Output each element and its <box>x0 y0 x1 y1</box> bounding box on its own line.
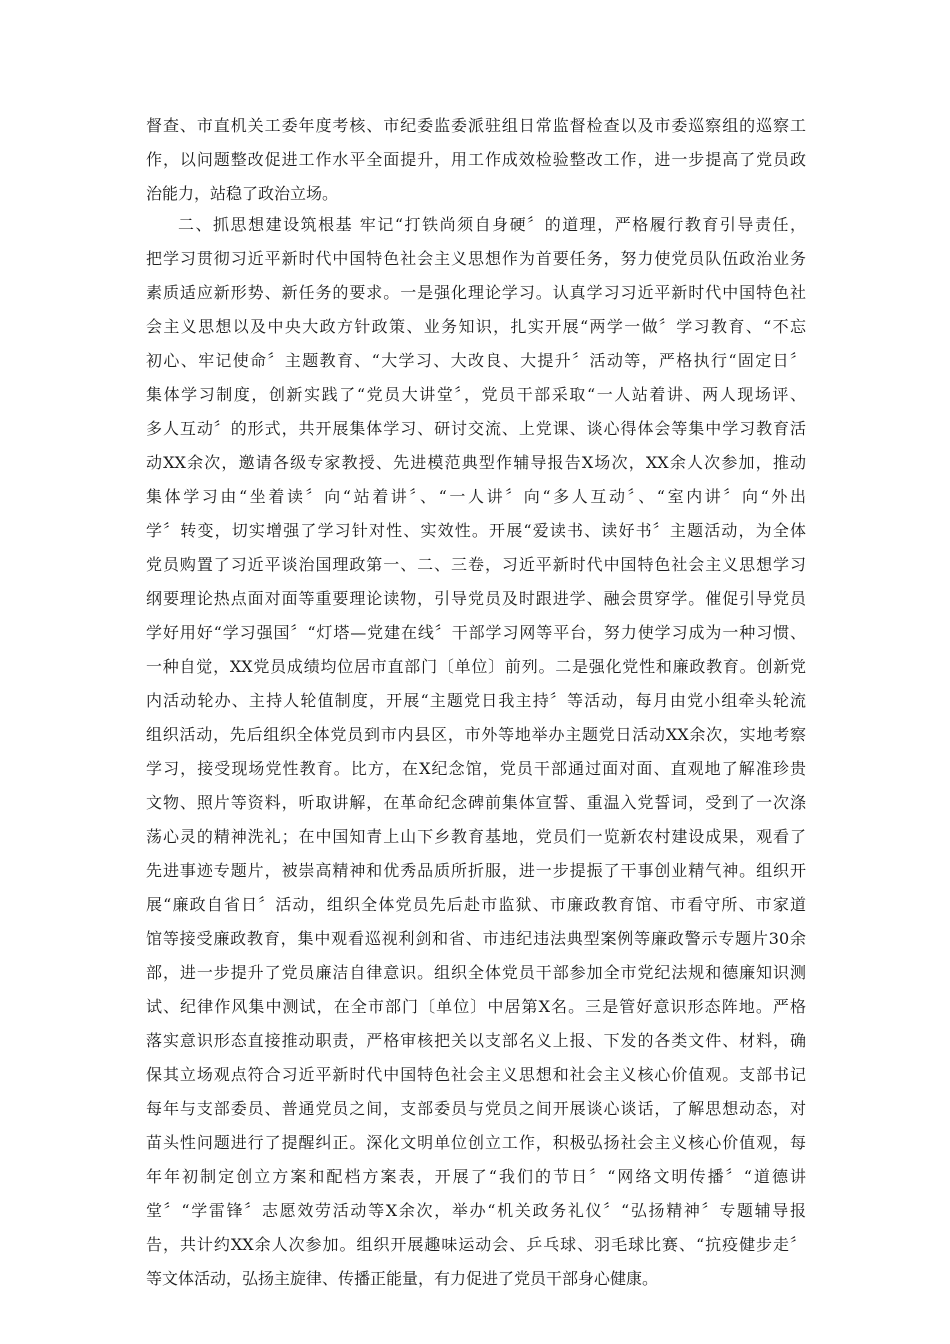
paragraph-2-line: 年年初制定创立方案和配档方案表，开展了“我们的节日〞“网络文明传播〞“道德讲 <box>146 1167 806 1186</box>
paragraph-2-line: 堂〞“学雷锋〞志愿效劳活动等X余次，举办“机关政务礼仪〞“弘扬精神〞专题辅导报 <box>146 1201 806 1220</box>
paragraph-2-line: 会主义思想以及中央大政方针政策、业务知识，扎实开展“两学一做〞学习教育、“不忘 <box>146 317 806 336</box>
paragraph-2-line: 纲要理论热点面对面等重要理论读物，引导党员及时跟进学、融会贯穿学。催促引导党员 <box>146 589 806 608</box>
paragraph-2-line: 等文体活动，弘扬主旋律、传播正能量，有力促进了党员干部身心健康。 <box>146 1269 659 1288</box>
paragraph-2-line: 告，共计约XX余人次参加。组织开展趣味运动会、乒乓球、羽毛球比赛、“抗疫健步走〞 <box>146 1235 806 1254</box>
paragraph-2-line: 动XX余次，邀请各级专家教授、先进模范典型作辅导报告X场次，XX余人次参加，推动 <box>146 453 806 472</box>
paragraph-2-line: 把学习贯彻习近平新时代中国特色社会主义思想作为首要任务，努力使党员队伍政治业务 <box>146 249 806 268</box>
paragraph-2-line: 一种自觉，XX党员成绩均位居市直部门〔单位〕前列。二是强化党性和廉政教育。创新党 <box>146 657 806 676</box>
paragraph-1-line: 督查、市直机关工委年度考核、市纪委监委派驻组日常监督检查以及市委巡察组的巡察工 <box>146 116 806 135</box>
paragraph-2-line: 苗头性问题进行了提醒纠正。深化文明单位创立工作，积极弘扬社会主义核心价值观，每 <box>146 1133 806 1152</box>
paragraph-2-line: 初心、牢记使命〞主题教育、“大学习、大改良、大提升〞活动等，严格执行“固定日〞 <box>146 351 806 370</box>
paragraph-1-line: 治能力，站稳了政治立场。 <box>146 184 339 203</box>
paragraph-2-line: 多人互动〞的形式，共开展集体学习、研讨交流、上党课、谈心得体会等集中学习教育活 <box>146 419 806 438</box>
paragraph-2-line: 学好用好“学习强国〞“灯塔—党建在线〞干部学习网等平台，努力使学习成为一种习惯、 <box>146 623 806 642</box>
paragraph-2-line: 保其立场观点符合习近平新时代中国特色社会主义思想和社会主义核心价值观。支部书记 <box>146 1065 806 1084</box>
paragraph-2-line: 文物、照片等资料，听取讲解，在革命纪念碑前集体宣誓、重温入党誓词，受到了一次涤 <box>146 793 806 812</box>
paragraph-2-line: 党员购置了习近平谈治国理政第一、二、三卷，习近平新时代中国特色社会主义思想学习 <box>146 555 806 574</box>
paragraph-1-line: 作，以问题整改促进工作水平全面提升，用工作成效检验整改工作，进一步提高了党员政 <box>146 150 806 169</box>
paragraph-2-line: 二、抓思想建设筑根基 牢记“打铁尚须自身硬〞的道理，严格履行教育引导责任， <box>178 215 806 234</box>
paragraph-2-line: 学〞转变，切实增强了学习针对性、实效性。开展“爱读书、读好书〞主题活动，为全体 <box>146 521 806 540</box>
paragraph-2-line: 试、纪律作风集中测试，在全市部门〔单位〕中居第X名。三是管好意识形态阵地。严格 <box>146 997 806 1016</box>
paragraph-2-line: 集体学习由“坐着读〞向“站着讲〞、“一人讲〞向“多人互动〞、“室内讲〞向“外出 <box>146 487 806 506</box>
paragraph-2-line: 集体学习制度，创新实践了“党员大讲堂〞，党员干部采取“一人站着讲、两人现场评、 <box>146 385 806 404</box>
paragraph-2-line: 组织活动，先后组织全体党员到市内县区，市外等地举办主题党日活动XX余次，实地考察 <box>146 725 806 744</box>
paragraph-2-line: 展“廉政自省日〞活动，组织全体党员先后赴市监狱、市廉政教育馆、市看守所、市家道 <box>146 895 806 914</box>
paragraph-2-line: 内活动轮办、主持人轮值制度，开展“主题党日我主持〞等活动，每月由党小组牵头轮流 <box>146 691 806 710</box>
paragraph-2-line: 落实意识形态直接推动职责，严格审核把关以支部名义上报、下发的各类文件、材料，确 <box>146 1031 806 1050</box>
paragraph-2-line: 部，进一步提升了党员廉洁自律意识。组织全体党员干部参加全市党纪法规和德廉知识测 <box>146 963 806 982</box>
paragraph-2-line: 馆等接受廉政教育，集中观看巡视利剑和省、市违纪违法典型案例等廉政警示专题片30余 <box>146 929 806 948</box>
paragraph-2-line: 先进事迹专题片，被崇高精神和优秀品质所折服，进一步提振了干事创业精气神。组织开 <box>146 861 806 880</box>
paragraph-2-line: 荡心灵的精神洗礼；在中国知青上山下乡教育基地，党员们一览新农村建设成果，观看了 <box>146 827 806 846</box>
paragraph-2-line: 每年与支部委员、普通党员之间，支部委员与党员之间开展谈心谈话，了解思想动态，对 <box>146 1099 806 1118</box>
paragraph-2-line: 学习，接受现场党性教育。比方，在X纪念馆，党员干部通过面对面、直观地了解准珍贵 <box>146 759 806 778</box>
paragraph-2-line: 素质适应新形势、新任务的要求。一是强化理论学习。认真学习习近平新时代中国特色社 <box>146 283 806 302</box>
